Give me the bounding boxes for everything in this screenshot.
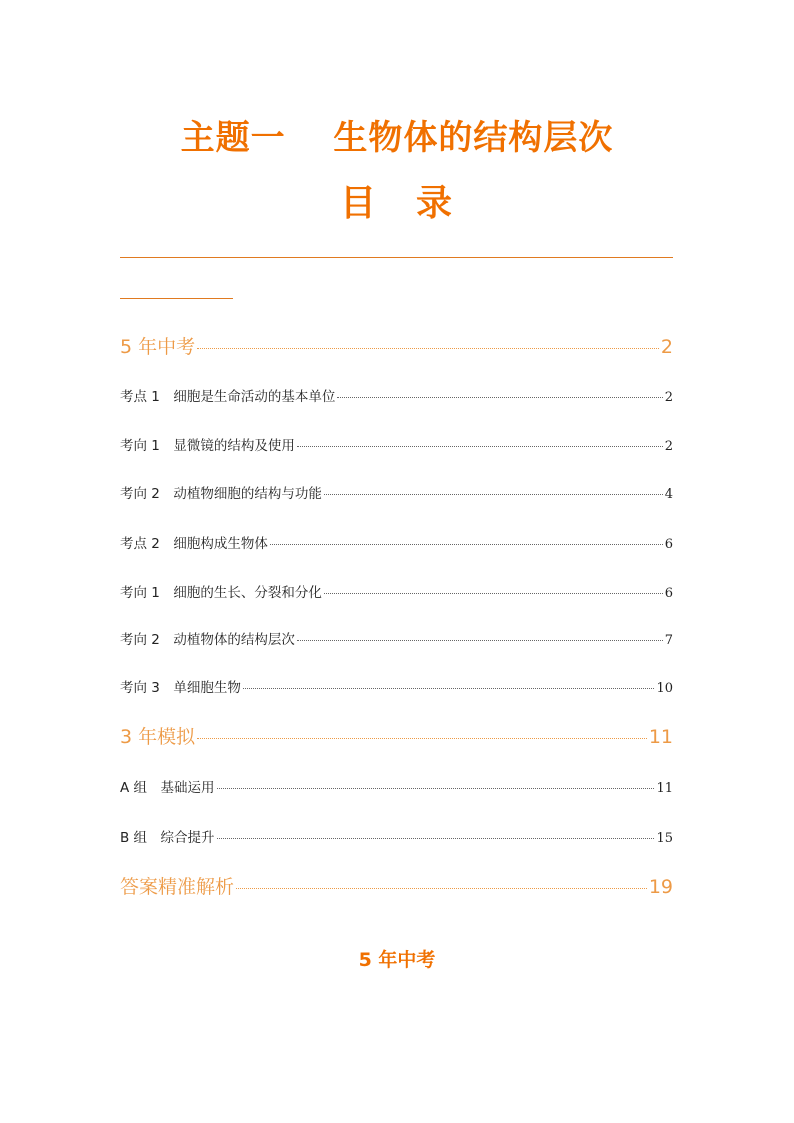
toc-entry-kaoxiang-3-unicellular[interactable]: [120, 676, 673, 696]
toc-entry-label: 5 年中考: [120, 336, 196, 358]
toc-dot-leader: [243, 688, 655, 689]
toc-entry-label: 答案精准解析: [120, 876, 235, 898]
divider-line-short: [120, 298, 233, 299]
toc-dot-leader: [297, 640, 663, 641]
toc-dot-leader: [337, 397, 662, 398]
toc-entry-label: A 组 基础运用: [120, 780, 215, 796]
toc-dot-leader: [217, 838, 655, 839]
toc-entry-label: 考向 2 动植物细胞的结构与功能: [120, 486, 322, 502]
toc-dot-leader: [324, 593, 663, 594]
toc-dot-leader: [297, 446, 663, 447]
toc-entry-page: 10: [656, 681, 673, 696]
toc-entry-kaoxiang-2-levels[interactable]: [120, 628, 673, 648]
toc-entry-page: 6: [664, 537, 673, 552]
toc-entry-group-a[interactable]: [120, 776, 673, 796]
toc-entry-group-b[interactable]: [120, 826, 673, 846]
document-title: 主题一 生物体的结构层次: [180, 118, 614, 158]
toc-entry-label: 3 年模拟: [120, 726, 196, 748]
toc-dot-leader: [197, 738, 647, 739]
toc-entry-label: 考向 2 动植物体的结构层次: [120, 632, 295, 648]
divider-line: [120, 257, 673, 258]
toc-entry-page: 19: [648, 876, 673, 898]
toc-dot-leader: [324, 494, 663, 495]
toc-entry-label: 考点 1 细胞是生命活动的基本单位: [120, 389, 336, 405]
toc-entry-page: 15: [656, 831, 673, 846]
toc-entry-page: 2: [664, 439, 673, 454]
toc-entry-label: 考点 2 细胞构成生物体: [120, 536, 268, 552]
toc-dot-leader: [236, 888, 647, 889]
toc-entry-page: 11: [648, 726, 673, 748]
toc-dot-leader: [217, 788, 655, 789]
toc-dot-leader: [270, 544, 663, 545]
toc-title: 目 录: [339, 183, 454, 224]
toc-entry-5-year-exam[interactable]: [120, 332, 673, 359]
toc-entry-label: 考向 1 显微镜的结构及使用: [120, 438, 295, 454]
section-heading: 5 年中考: [358, 949, 436, 971]
toc-entry-label: B 组 综合提升: [120, 830, 215, 846]
toc-entry-answers[interactable]: [120, 872, 673, 899]
toc-entry-label: 考向 1 细胞的生长、分裂和分化: [120, 585, 322, 601]
toc-entry-kaodian-1[interactable]: [120, 385, 673, 405]
toc-entry-page: 2: [664, 390, 673, 405]
toc-entry-page: 11: [656, 781, 673, 796]
toc-entry-page: 7: [664, 633, 673, 648]
toc-entry-kaoxiang-1-growth[interactable]: [120, 581, 673, 601]
toc-dot-leader: [197, 348, 659, 349]
toc-entry-kaodian-2[interactable]: [120, 532, 673, 552]
toc-entry-3-year-mock[interactable]: [120, 722, 673, 749]
toc-entry-page: 4: [664, 487, 673, 502]
toc-entry-page: 6: [664, 586, 673, 601]
toc-entry-kaoxiang-1-microscope[interactable]: [120, 434, 673, 454]
toc-entry-page: 2: [660, 336, 673, 358]
toc-entry-kaoxiang-2-cells[interactable]: [120, 482, 673, 502]
toc-entry-label: 考向 3 单细胞生物: [120, 680, 241, 696]
